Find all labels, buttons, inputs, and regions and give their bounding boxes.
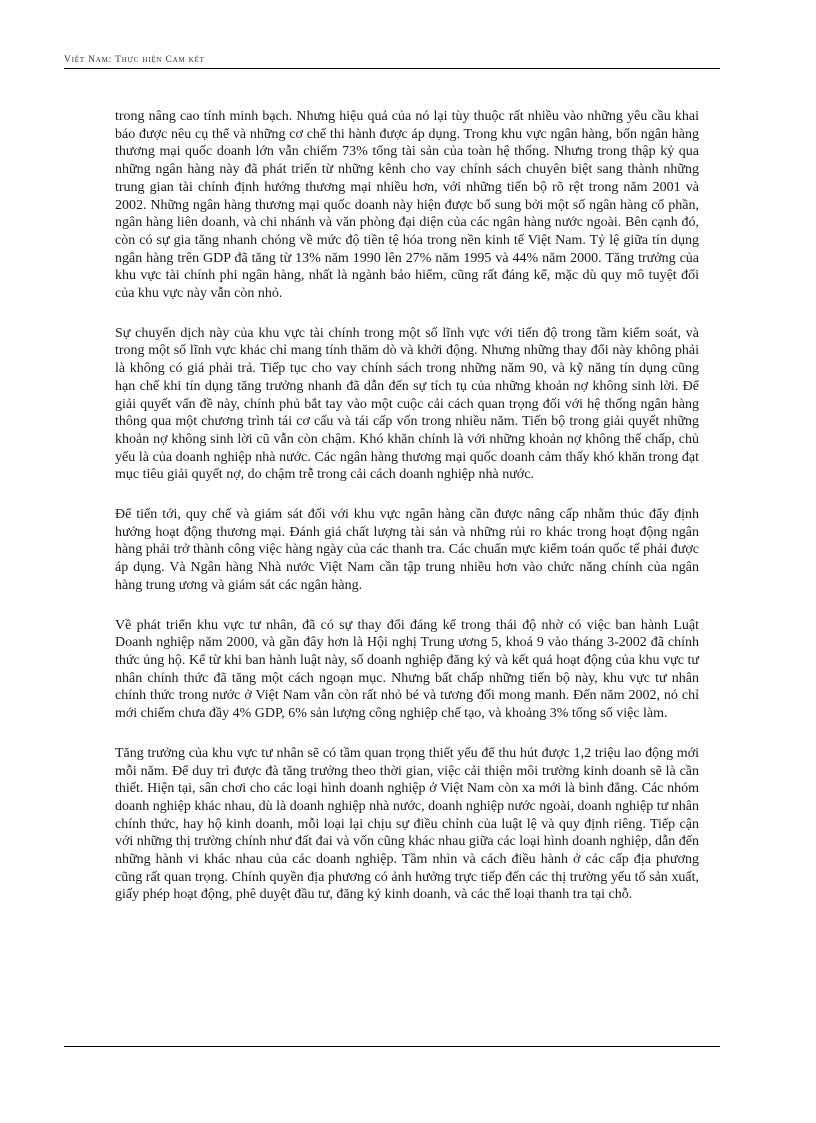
paragraph-bank-regulation: Để tiến tới, quy chế và giám sát đối với khu vực ngân hàng cần được nâng cấp nhằm thúc đẩy định hướng hoạt động thương mại. Đánh giá chất lượng tài sản và những rủi ro khác trong hoạt động ngân hàng phải trở thành công việc hàng ngày của các thanh tra. Các chuẩn mực kiểm toán quốc tế phải được áp dụng. Và Ngân hàng Nhà nước Việt Nam cần tập trung nhiều hơn vào chức năng chính của ngân hàng trung ương và giám sát các ngân hàng. <box>115 507 699 593</box>
running-header: Việt Nam: Thực hiện Cam kết <box>64 55 205 65</box>
paragraph-private-sector-growth: Tăng trưởng của khu vực tư nhân sẽ có tầm quan trọng thiết yếu để thu hút được 1,2 triệu lao động mới mỗi năm. Để duy trì được đà tăng trưởng theo thời gian, việc cải thiện môi trường kinh doanh sẽ là cần thiết. Hiện tại, sân chơi cho các loại hình doanh nghiệp ở Việt Nam còn xa mới là bình đẳng. Các nhóm doanh nghiệp khác nhau, dù là doanh nghiệp nhà nước, doanh nghiệp nước ngoài, doanh nghiệp tư nhân chính thức, hay hộ kinh doanh, mỗi loại lại chịu sự điều chỉnh của luật lệ và quy định riêng. Tiếp cận với những thị trường chính như đất đai và vốn cũng khác nhau giữa các loại hình doanh nghiệp, dẫn đến những hành vi khác nhau của các doanh nghiệp. Tầm nhìn và cách điều hành ở các cấp địa phương cũng rất quan trọng. Chính quyền địa phương có ảnh hưởng trực tiếp đến các thị trường yếu tố sản xuất, giấy phép hoạt động, phê duyệt đầu tư, đăng ký kinh doanh, và các thể loại thanh tra tại chỗ. <box>115 745 699 903</box>
page-body <box>115 108 699 904</box>
paragraph-financial-shift: Sự chuyển dịch này của khu vực tài chính trong một số lĩnh vực với tiến độ trong tầm kiểm soát, và trong một số lĩnh vực khác chỉ mang tính thăm dò và khởi động. Nhưng những thay đổi này không phải là không có giá phải trả. Tiếp tục cho vay chính sách trong những năm 90, và kỹ năng tín dụng cũng hạn chế khi tín dụng tăng trưởng nhanh đã dẫn đến sự tích tụ của những khoản nợ không sinh lời. Để giải quyết vấn đề này, chính phủ bắt tay vào một cuộc cải cách quan trọng đối với hệ thống ngân hàng thông qua một chương trình tái cơ cấu và tái cấp vốn trong nhiều năm. Tiến bộ trong giải quyết những khoản nợ không sinh lời cũ vẫn còn chậm. Khó khăn chính là với những khoản nợ không thế chấp, chủ yếu là của doanh nghiệp nhà nước. Các ngân hàng thương mại quốc doanh cảm thấy khó khăn trong đạt mục tiêu giải quyết nợ, do chậm trễ trong cải cách doanh nghiệp nhà nước. <box>115 325 699 483</box>
footer-rule <box>64 1046 720 1047</box>
paragraph-private-sector: Về phát triển khu vực tư nhân, đã có sự thay đổi đáng kể trong thái độ nhờ có việc ban hành Luật Doanh nghiệp năm 2000, và gần đây hơn là Hội nghị Trung ương 5, khoá 9 vào tháng 3-2002 đã chính thức ủng hộ. Kể từ khi ban hành luật này, số doanh nghiệp đăng ký và kết quả hoạt động của khu vực tư nhân chính thức đã tăng một cách ngoạn mục. Nhưng bất chấp những tiến bộ này, khu vực tư nhân chính thức trong nước ở Việt Nam vẫn còn rất nhỏ bé và tương đối mong manh. Đến năm 2002, nó chỉ mới chiếm chưa đầy 4% GDP, 6% sản lượng công nghiệp chế tạo, và khoảng 3% tổng số việc làm. <box>115 617 699 722</box>
paragraph-banking-sector: trong nâng cao tính minh bạch. Nhưng hiệu quả của nó lại tùy thuộc rất nhiều vào những yêu cầu khai báo được nêu cụ thể và những cơ chế thi hành được áp dụng. Trong khu vực ngân hàng, bốn ngân hàng thương mại quốc doanh lớn vẫn chiếm 73% tổng tài sản của toàn hệ thống. Nhưng trong thập kỷ qua những ngân hàng này đã phát triển từ những kênh cho vay chính sách chuyên biệt sang thành những trung gian tài chính định hướng thương mại nhiều hơn, với những tiến bộ rõ rệt trong năm 2001 và 2002. Những ngân hàng thương mại quốc doanh này hiện được bổ sung bởi một số ngân hàng cổ phần, ngân hàng liên doanh, và chi nhánh và văn phòng đại diện của các ngân hàng nước ngoài. Bên cạnh đó, còn có sự gia tăng nhanh chóng về mức độ tiền tệ hóa trong nền kinh tế Việt Nam. Tỷ lệ giữa tín dụng ngân hàng trên GDP đã tăng từ 13% năm 1990 lên 27% năm 1995 và 44% năm 2000. Tăng trưởng của khu vực tài chính phi ngân hàng, nhất là ngành bảo hiểm, cũng rất đáng kể, mặc dù quy mô tuyệt đối của khu vực này vẫn còn nhỏ. <box>115 109 699 302</box>
header-rule <box>64 68 720 69</box>
